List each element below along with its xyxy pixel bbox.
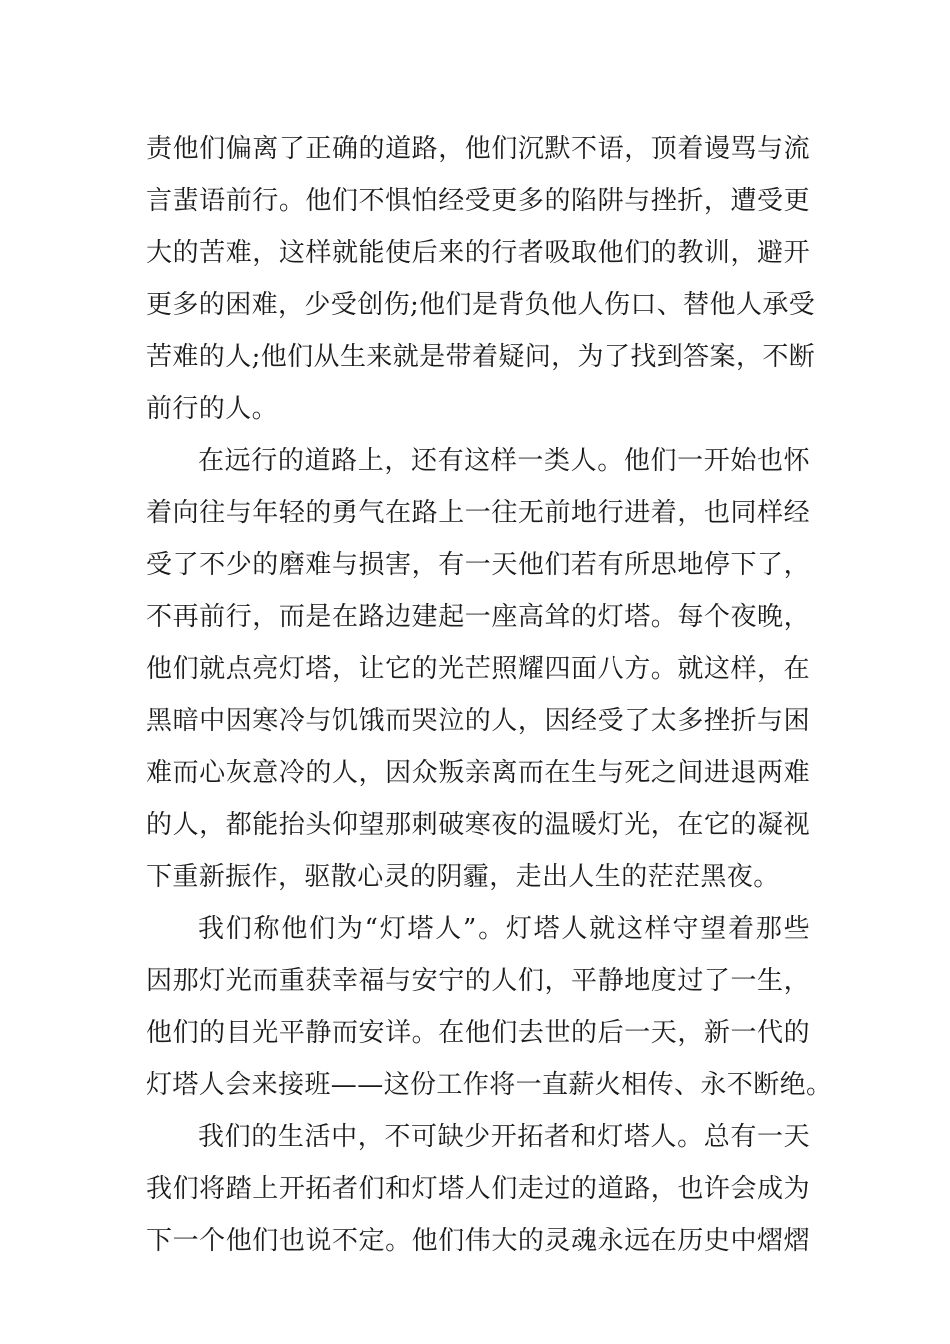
text-line: 下重新振作，驱散心灵的阴霾，走出人生的茫茫黑夜。	[146, 862, 780, 892]
text-line: 言蜚语前行。他们不惧怕经受更多的陷阱与挫折，遭受更	[146, 186, 810, 216]
text-line: 灯塔人会来接班——这份工作将一直薪火相传、永不断绝。	[146, 1070, 833, 1100]
text-line: 下一个他们也说不定。他们伟大的灵魂永远在历史中熠熠	[146, 1226, 810, 1256]
text-line: 我们将踏上开拓者们和灯塔人们走过的道路，也许会成为	[146, 1174, 810, 1204]
text-line: 苦难的人;他们从生来就是带着疑问，为了找到答案，不断	[146, 342, 816, 372]
text-line: 他们的目光平静而安详。在他们去世的后一天，新一代的	[146, 1018, 810, 1048]
paragraph-first-line: 我们的生活中，不可缺少开拓者和灯塔人。总有一天	[198, 1122, 810, 1152]
text-line: 更多的困难，少受创伤;他们是背负他人伤口、替他人承受	[146, 290, 816, 320]
paragraph-first-line: 我们称他们为“灯塔人”。灯塔人就这样守望着那些	[198, 914, 810, 944]
text-line: 因那灯光而重获幸福与安宁的人们，平静地度过了一生，	[146, 966, 810, 996]
article-body	[146, 123, 833, 1267]
text-line: 着向往与年轻的勇气在路上一往无前地行进着，也同样经	[146, 498, 810, 528]
text-line: 他们就点亮灯塔，让它的光芒照耀四面八方。就这样，在	[146, 654, 810, 684]
text-line: 黑暗中因寒冷与饥饿而哭泣的人，因经受了太多挫折与困	[146, 706, 810, 736]
text-line: 大的苦难，这样就能使后来的行者吸取他们的教训，避开	[146, 238, 810, 268]
text-line: 责他们偏离了正确的道路，他们沉默不语，顶着谩骂与流	[146, 134, 810, 164]
text-line: 难而心灰意冷的人，因众叛亲离而在生与死之间进退两难	[146, 758, 810, 788]
text-line: 不再前行，而是在路边建起一座高耸的灯塔。每个夜晚，	[146, 602, 810, 632]
text-line: 受了不少的磨难与损害，有一天他们若有所思地停下了，	[146, 550, 810, 580]
paragraph-first-line: 在远行的道路上，还有这样一类人。他们一开始也怀	[198, 446, 810, 476]
text-line: 的人，都能抬头仰望那刺破寒夜的温暖灯光，在它的凝视	[146, 810, 810, 840]
text-line: 前行的人。	[146, 394, 279, 424]
